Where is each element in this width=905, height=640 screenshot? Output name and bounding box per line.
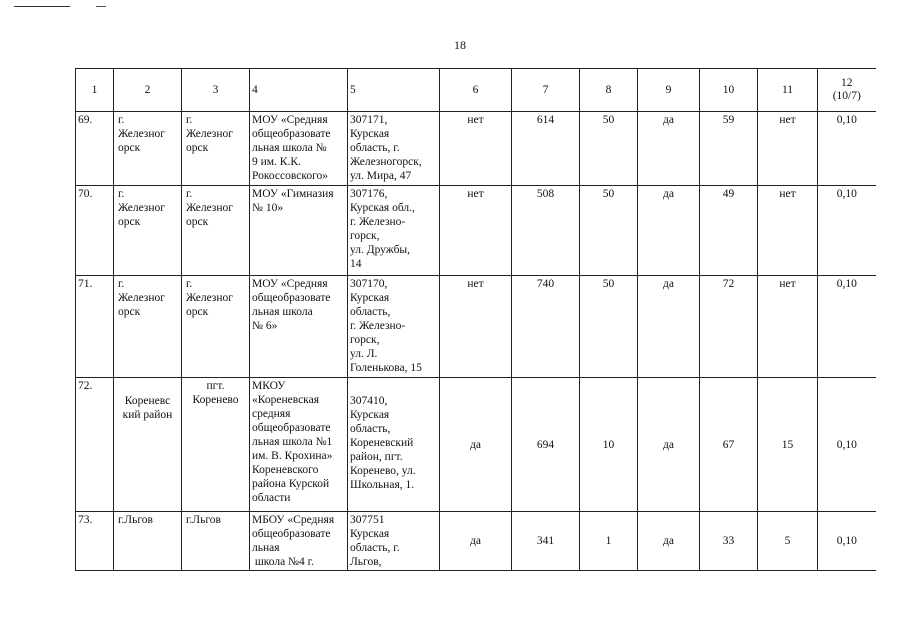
value-col11: нет — [758, 112, 818, 186]
col-header-10: 10 — [700, 69, 758, 112]
table-row — [76, 112, 876, 186]
col-header-3: 3 — [182, 69, 250, 112]
table-header-row — [76, 69, 876, 112]
col-header-1: 1 — [76, 69, 114, 112]
school-name-cell: МОУ «Средняя общеобразовате льная школа № 9 им. К.К. Рокоссовского» — [250, 112, 348, 186]
col-header-9: 9 — [638, 69, 700, 112]
value-col10: 72 — [700, 276, 758, 378]
district-cell: г. Железног орск — [114, 276, 182, 378]
school-name-cell: МОУ «Гимназия № 10» — [250, 186, 348, 276]
table-row — [76, 512, 876, 571]
value-col12: 0,10 — [818, 512, 876, 571]
value-col12: 0,10 — [818, 186, 876, 276]
col-header-4: 4 — [250, 69, 348, 112]
row-number: 73. — [76, 512, 114, 571]
school-name-cell: МОУ «Средняя общеобразовате льная школа № 6» — [250, 276, 348, 378]
value-col7: 341 — [512, 512, 580, 571]
address-cell: 307410, Курская область, Кореневский район, пгт. Коренево, ул. Школьная, 1. — [348, 378, 440, 512]
locality-cell: г. Железног орск — [182, 276, 250, 378]
value-col11: 5 — [758, 512, 818, 571]
col-header-6: 6 — [440, 69, 512, 112]
value-col8: 10 — [580, 378, 638, 512]
value-col9: да — [638, 276, 700, 378]
value-col6: да — [440, 378, 512, 512]
value-col9: да — [638, 112, 700, 186]
value-col7: 694 — [512, 378, 580, 512]
row-number: 71. — [76, 276, 114, 378]
value-col9: да — [638, 186, 700, 276]
value-col9: да — [638, 378, 700, 512]
data-table — [75, 68, 876, 571]
value-col7: 614 — [512, 112, 580, 186]
locality-cell: г. Железног орск — [182, 112, 250, 186]
value-col6: нет — [440, 276, 512, 378]
value-col11: нет — [758, 276, 818, 378]
address-cell: 307171, Курская область, г. Железногорск, ул. Мира, 47 — [348, 112, 440, 186]
value-col7: 508 — [512, 186, 580, 276]
col-header-7: 7 — [512, 69, 580, 112]
value-col8: 50 — [580, 186, 638, 276]
row-number: 69. — [76, 112, 114, 186]
row-number: 72. — [76, 378, 114, 512]
value-col10: 33 — [700, 512, 758, 571]
locality-cell: г.Льгов — [182, 512, 250, 571]
value-col7: 740 — [512, 276, 580, 378]
header-dash — [96, 6, 106, 7]
value-col6: да — [440, 512, 512, 571]
value-col12: 0,10 — [818, 112, 876, 186]
value-col9: да — [638, 512, 700, 571]
value-col12: 0,10 — [818, 276, 876, 378]
page-number: 18 — [454, 38, 466, 52]
locality-cell: г. Железног орск — [182, 186, 250, 276]
table-row — [76, 186, 876, 276]
col-header-2: 2 — [114, 69, 182, 112]
school-name-cell: МБОУ «Средняя общеобразовате льная школа №4 г. — [250, 512, 348, 571]
district-cell: Кореневс кий район — [114, 378, 182, 512]
value-col11: нет — [758, 186, 818, 276]
address-cell: 307170, Курская область, г. Железно- горск, ул. Л. Голенькова, 15 — [348, 276, 440, 378]
value-col8: 1 — [580, 512, 638, 571]
col-header-11: 11 — [758, 69, 818, 112]
value-col8: 50 — [580, 276, 638, 378]
header-rule — [14, 6, 70, 7]
col-header-5: 5 — [348, 69, 440, 112]
table-row — [76, 276, 876, 378]
row-number: 70. — [76, 186, 114, 276]
value-col10: 67 — [700, 378, 758, 512]
district-cell: г. Железног орск — [114, 112, 182, 186]
col-header-12: 12 (10/7) — [818, 69, 876, 112]
value-col10: 49 — [700, 186, 758, 276]
district-cell: г.Льгов — [114, 512, 182, 571]
value-col6: нет — [440, 112, 512, 186]
table-row — [76, 378, 876, 512]
address-cell: 307751 Курская область, г. Льгов, — [348, 512, 440, 571]
value-col8: 50 — [580, 112, 638, 186]
district-cell: г. Железног орск — [114, 186, 182, 276]
value-col6: нет — [440, 186, 512, 276]
address-cell: 307176, Курская обл., г. Железно- горск, ул. Дружбы, 14 — [348, 186, 440, 276]
value-col11: 15 — [758, 378, 818, 512]
locality-cell: пгт. Коренево — [182, 378, 250, 512]
school-name-cell: МКОУ «Кореневская средняя общеобразовате льная школа №1 им. В. Крохина» Кореневского района Курской области — [250, 378, 348, 512]
col-header-8: 8 — [580, 69, 638, 112]
value-col10: 59 — [700, 112, 758, 186]
value-col12: 0,10 — [818, 378, 876, 512]
